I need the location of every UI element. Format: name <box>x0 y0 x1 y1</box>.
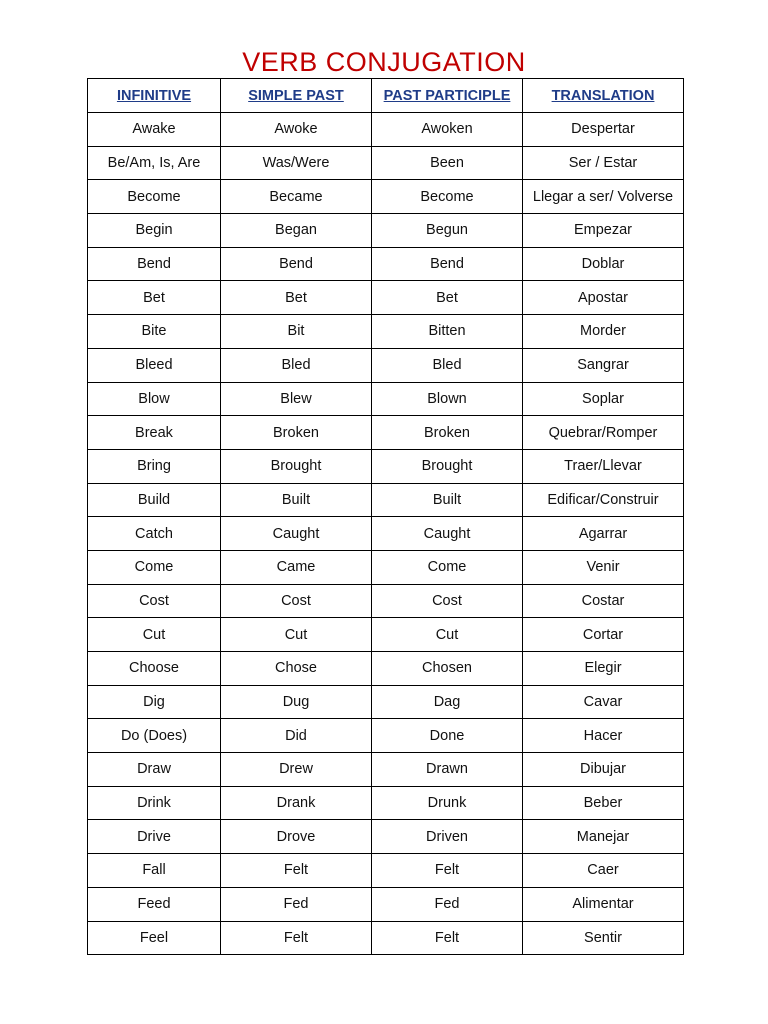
translation-cell: Soplar <box>523 382 684 416</box>
translation-cell: Elegir <box>523 652 684 686</box>
simple-past-cell: Broken <box>221 416 372 450</box>
infinitive-cell: Dig <box>88 685 221 719</box>
infinitive-cell: Bet <box>88 281 221 315</box>
verb-conjugation-table <box>87 78 684 955</box>
translation-cell: Sentir <box>523 921 684 955</box>
infinitive-cell: Bleed <box>88 348 221 382</box>
translation-cell: Despertar <box>523 113 684 147</box>
simple-past-cell: Brought <box>221 449 372 483</box>
header-infinitive: INFINITIVE <box>88 79 221 113</box>
table-row <box>88 483 684 517</box>
table-row <box>88 382 684 416</box>
past-participle-cell: Become <box>372 180 523 214</box>
translation-cell: Dibujar <box>523 753 684 787</box>
simple-past-cell: Bend <box>221 247 372 281</box>
table-row <box>88 753 684 787</box>
translation-cell: Traer/Llevar <box>523 449 684 483</box>
simple-past-cell: Drove <box>221 820 372 854</box>
table-row <box>88 113 684 147</box>
infinitive-cell: Choose <box>88 652 221 686</box>
translation-cell: Cortar <box>523 618 684 652</box>
past-participle-cell: Been <box>372 146 523 180</box>
table-row <box>88 416 684 450</box>
translation-cell: Apostar <box>523 281 684 315</box>
simple-past-cell: Drank <box>221 786 372 820</box>
page-title: VERB CONJUGATION <box>242 47 526 77</box>
past-participle-cell: Brought <box>372 449 523 483</box>
translation-cell: Llegar a ser/ Volverse <box>523 180 684 214</box>
simple-past-cell: Blew <box>221 382 372 416</box>
past-participle-cell: Bet <box>372 281 523 315</box>
simple-past-cell: Felt <box>221 854 372 888</box>
translation-cell: Cavar <box>523 685 684 719</box>
past-participle-cell: Felt <box>372 854 523 888</box>
translation-cell: Alimentar <box>523 887 684 921</box>
infinitive-cell: Fall <box>88 854 221 888</box>
past-participle-cell: Broken <box>372 416 523 450</box>
past-participle-cell: Cost <box>372 584 523 618</box>
translation-cell: Venir <box>523 550 684 584</box>
simple-past-cell: Drew <box>221 753 372 787</box>
past-participle-cell: Caught <box>372 517 523 551</box>
header-past-participle: PAST PARTICIPLE <box>372 79 523 113</box>
simple-past-cell: Awoke <box>221 113 372 147</box>
table-row <box>88 786 684 820</box>
translation-cell: Sangrar <box>523 348 684 382</box>
past-participle-cell: Built <box>372 483 523 517</box>
infinitive-cell: Do (Does) <box>88 719 221 753</box>
translation-cell: Empezar <box>523 214 684 248</box>
infinitive-cell: Be/Am, Is, Are <box>88 146 221 180</box>
past-participle-cell: Fed <box>372 887 523 921</box>
table-row <box>88 315 684 349</box>
infinitive-cell: Drink <box>88 786 221 820</box>
simple-past-cell: Did <box>221 719 372 753</box>
translation-cell: Morder <box>523 315 684 349</box>
table-row <box>88 820 684 854</box>
simple-past-cell: Began <box>221 214 372 248</box>
infinitive-cell: Become <box>88 180 221 214</box>
past-participle-cell: Done <box>372 719 523 753</box>
past-participle-cell: Come <box>372 550 523 584</box>
infinitive-cell: Bend <box>88 247 221 281</box>
simple-past-cell: Built <box>221 483 372 517</box>
table-row <box>88 887 684 921</box>
table-row <box>88 685 684 719</box>
past-participle-cell: Dag <box>372 685 523 719</box>
simple-past-cell: Bled <box>221 348 372 382</box>
simple-past-cell: Bit <box>221 315 372 349</box>
table-row <box>88 517 684 551</box>
table-row <box>88 348 684 382</box>
translation-cell: Ser / Estar <box>523 146 684 180</box>
translation-cell: Costar <box>523 584 684 618</box>
infinitive-cell: Break <box>88 416 221 450</box>
infinitive-cell: Drive <box>88 820 221 854</box>
simple-past-cell: Felt <box>221 921 372 955</box>
past-participle-cell: Cut <box>372 618 523 652</box>
simple-past-cell: Cost <box>221 584 372 618</box>
translation-cell: Agarrar <box>523 517 684 551</box>
infinitive-cell: Draw <box>88 753 221 787</box>
table-row <box>88 247 684 281</box>
translation-cell: Caer <box>523 854 684 888</box>
header-translation: TRANSLATION <box>523 79 684 113</box>
translation-cell: Manejar <box>523 820 684 854</box>
table-row <box>88 281 684 315</box>
translation-cell: Beber <box>523 786 684 820</box>
past-participle-cell: Driven <box>372 820 523 854</box>
past-participle-cell: Drawn <box>372 753 523 787</box>
past-participle-cell: Awoken <box>372 113 523 147</box>
table-row <box>88 214 684 248</box>
simple-past-cell: Fed <box>221 887 372 921</box>
table-body <box>88 113 684 955</box>
past-participle-cell: Begun <box>372 214 523 248</box>
simple-past-cell: Dug <box>221 685 372 719</box>
header-simple-past: SIMPLE PAST <box>221 79 372 113</box>
simple-past-cell: Cut <box>221 618 372 652</box>
table-row <box>88 146 684 180</box>
translation-cell: Doblar <box>523 247 684 281</box>
infinitive-cell: Bite <box>88 315 221 349</box>
infinitive-cell: Feel <box>88 921 221 955</box>
infinitive-cell: Cost <box>88 584 221 618</box>
table-row <box>88 449 684 483</box>
infinitive-cell: Blow <box>88 382 221 416</box>
past-participle-cell: Bend <box>372 247 523 281</box>
infinitive-cell: Feed <box>88 887 221 921</box>
translation-cell: Edificar/Construir <box>523 483 684 517</box>
table-row <box>88 921 684 955</box>
table-row <box>88 618 684 652</box>
table-row <box>88 180 684 214</box>
infinitive-cell: Awake <box>88 113 221 147</box>
infinitive-cell: Begin <box>88 214 221 248</box>
simple-past-cell: Was/Were <box>221 146 372 180</box>
past-participle-cell: Felt <box>372 921 523 955</box>
simple-past-cell: Became <box>221 180 372 214</box>
infinitive-cell: Come <box>88 550 221 584</box>
past-participle-cell: Bitten <box>372 315 523 349</box>
infinitive-cell: Build <box>88 483 221 517</box>
simple-past-cell: Came <box>221 550 372 584</box>
table-row <box>88 854 684 888</box>
infinitive-cell: Cut <box>88 618 221 652</box>
table-row <box>88 652 684 686</box>
simple-past-cell: Bet <box>221 281 372 315</box>
table-row <box>88 719 684 753</box>
past-participle-cell: Bled <box>372 348 523 382</box>
translation-cell: Hacer <box>523 719 684 753</box>
infinitive-cell: Bring <box>88 449 221 483</box>
header-row <box>88 79 684 113</box>
past-participle-cell: Blown <box>372 382 523 416</box>
simple-past-cell: Caught <box>221 517 372 551</box>
translation-cell: Quebrar/Romper <box>523 416 684 450</box>
past-participle-cell: Drunk <box>372 786 523 820</box>
infinitive-cell: Catch <box>88 517 221 551</box>
table-row <box>88 584 684 618</box>
table-row <box>88 550 684 584</box>
past-participle-cell: Chosen <box>372 652 523 686</box>
simple-past-cell: Chose <box>221 652 372 686</box>
